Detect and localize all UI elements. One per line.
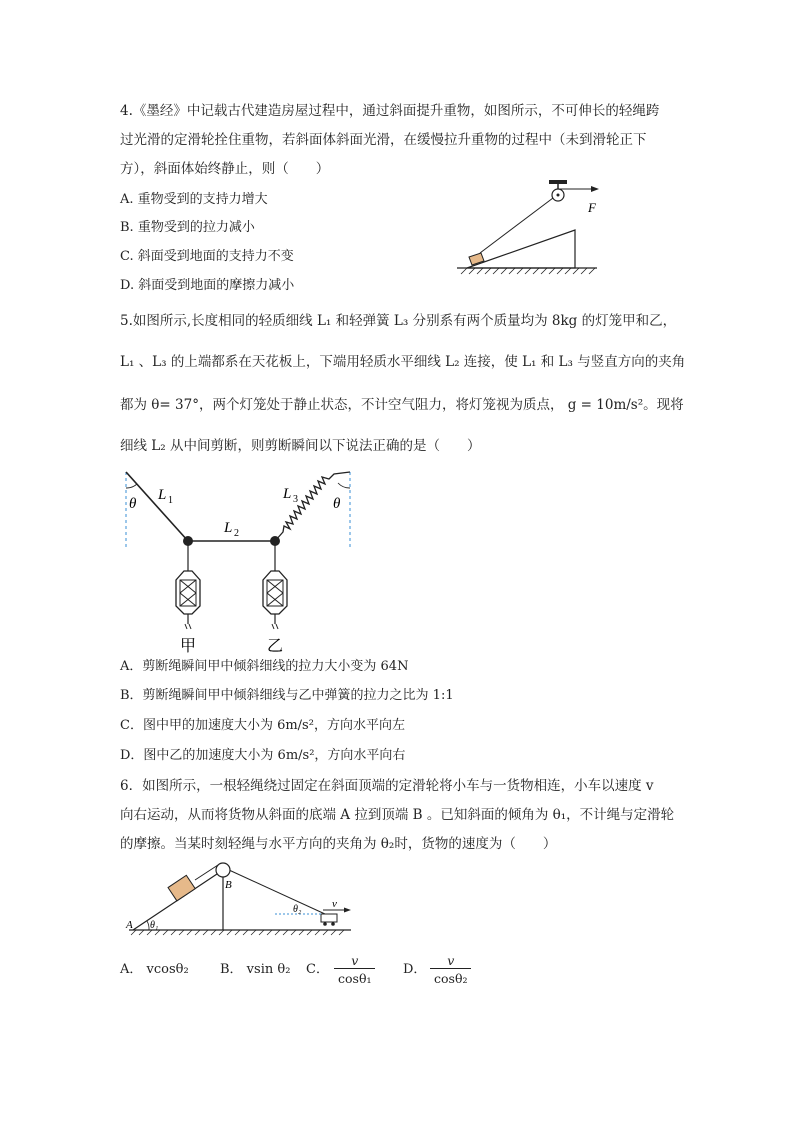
q6-stem-line-2: 向右运动，从而将货物从斜面的底端 A 拉到顶端 B 。已知斜面的倾角为 θ₁，不计绳与定滑轮 (120, 807, 675, 823)
q6-option-d-fraction (430, 953, 471, 986)
q6-option-d-label: D． (403, 962, 427, 977)
rope-to-cart (229, 870, 325, 914)
point-a-label: A (126, 919, 133, 931)
ceiling-mount (549, 180, 567, 184)
label-L3: L (283, 486, 292, 502)
force-arrow-icon (591, 186, 599, 192)
ground-hatching (461, 268, 595, 274)
incline-body (467, 230, 575, 268)
q6-option-c-denominator: cosθ₁ (334, 968, 375, 986)
label-L2-sub: 2 (234, 528, 239, 539)
q6-option-d-denominator: cosθ₂ (430, 968, 471, 986)
q4-stem-line-3: 方），斜面体始终静止，则（ ） (120, 161, 330, 177)
q4-incline-figure (445, 178, 605, 278)
ground-hatching (131, 930, 344, 935)
q4-option-d: D. 斜面受到地面的摩擦力减小 (120, 278, 295, 293)
label-L1: L (158, 487, 167, 503)
label-L2: L (224, 520, 233, 536)
q6-pulley-cart-figure (125, 858, 365, 938)
q5-lantern-figure (118, 468, 358, 658)
q6-option-b: B． vsin θ₂ (220, 962, 291, 977)
q5-stem-line-4: 细线 L₂ 从中间剪断，则剪断瞬间以下说法正确的是（ ） (120, 438, 481, 454)
point-b-label: B (225, 879, 232, 891)
velocity-label: v (332, 898, 337, 910)
q5-stem-line-2: L₁ 、L₃ 的上端都系在天花板上，下端用轻质水平细线 L₂ 连接，使 L₁ 和 L₃ 与竖直方向的夹角 (120, 354, 686, 370)
cart-icon (321, 914, 337, 922)
q4-option-c: C. 斜面受到地面的支持力不变 (120, 249, 294, 264)
force-label: F (588, 200, 596, 215)
theta1-label: θ₁ (150, 920, 159, 931)
q5-stem-line-1: 5.如图所示,长度相同的轻质细线 L₁ 和轻弹簧 L₃ 分别系有两个质量均为 8kg 的灯笼甲和乙， (120, 313, 677, 329)
q4-option-b: B. 重物受到的拉力减小 (120, 220, 255, 235)
q4-stem-line-2: 过光滑的定滑轮拴住重物，若斜面体斜面光滑，在缓慢拉升重物的过程中（未到滑轮正下 (120, 132, 647, 148)
q6-option-d-numerator: v (447, 953, 455, 968)
q5-option-d: D．图中乙的加速度大小为 6m/s²，方向水平向右 (120, 748, 406, 763)
theta-left-label: θ (129, 496, 137, 512)
q5-option-a: A．剪断绳瞬间甲中倾斜细线的拉力大小变为 64N (120, 659, 409, 674)
cargo-block (168, 875, 195, 901)
label-L3-sub: 3 (293, 494, 298, 505)
q6-stem-line-1: 6．如图所示，一根轻绳绕过固定在斜面顶端的定滑轮将小车与一货物相连，小车以速度 v (120, 778, 654, 794)
pulley-icon (216, 863, 230, 877)
q5-option-b: B．剪断绳瞬间甲中倾斜细线与乙中弹簧的拉力之比为 1:1 (120, 688, 454, 703)
lantern-a-label: 甲 (180, 638, 197, 655)
lantern-b-label: 乙 (267, 638, 284, 655)
label-L1-sub: 1 (168, 495, 173, 506)
theta-right-label: θ (333, 496, 341, 512)
q5-option-c: C．图中甲的加速度大小为 6m/s²，方向水平向左 (120, 718, 405, 733)
q6-stem-line-3: 的摩擦。当某时刻轻绳与水平方向的夹角为 θ₂时，货物的速度为（ ） (120, 836, 557, 852)
q4-option-a: A. 重物受到的支持力增大 (120, 192, 268, 207)
q6-option-c-fraction (334, 953, 375, 986)
lantern-b-icon (263, 571, 287, 629)
theta2-label: θ₂ (293, 904, 302, 915)
q6-option-c-label: C． (306, 962, 329, 977)
q5-stem-line-3: 都为 θ= 37°，两个灯笼处于静止状态，不计空气阻力，将灯笼视为质点， g = 10m/s²。现将 (120, 397, 684, 413)
q4-stem-line-1: 4.《墨经》中记载古代建造房屋过程中，通过斜面提升重物，如图所示，不可伸长的轻绳跨 (120, 103, 660, 119)
lantern-a-icon (176, 571, 200, 629)
q6-option-a: A． vcosθ₂ (120, 962, 189, 977)
q6-option-c-numerator: v (351, 953, 359, 968)
